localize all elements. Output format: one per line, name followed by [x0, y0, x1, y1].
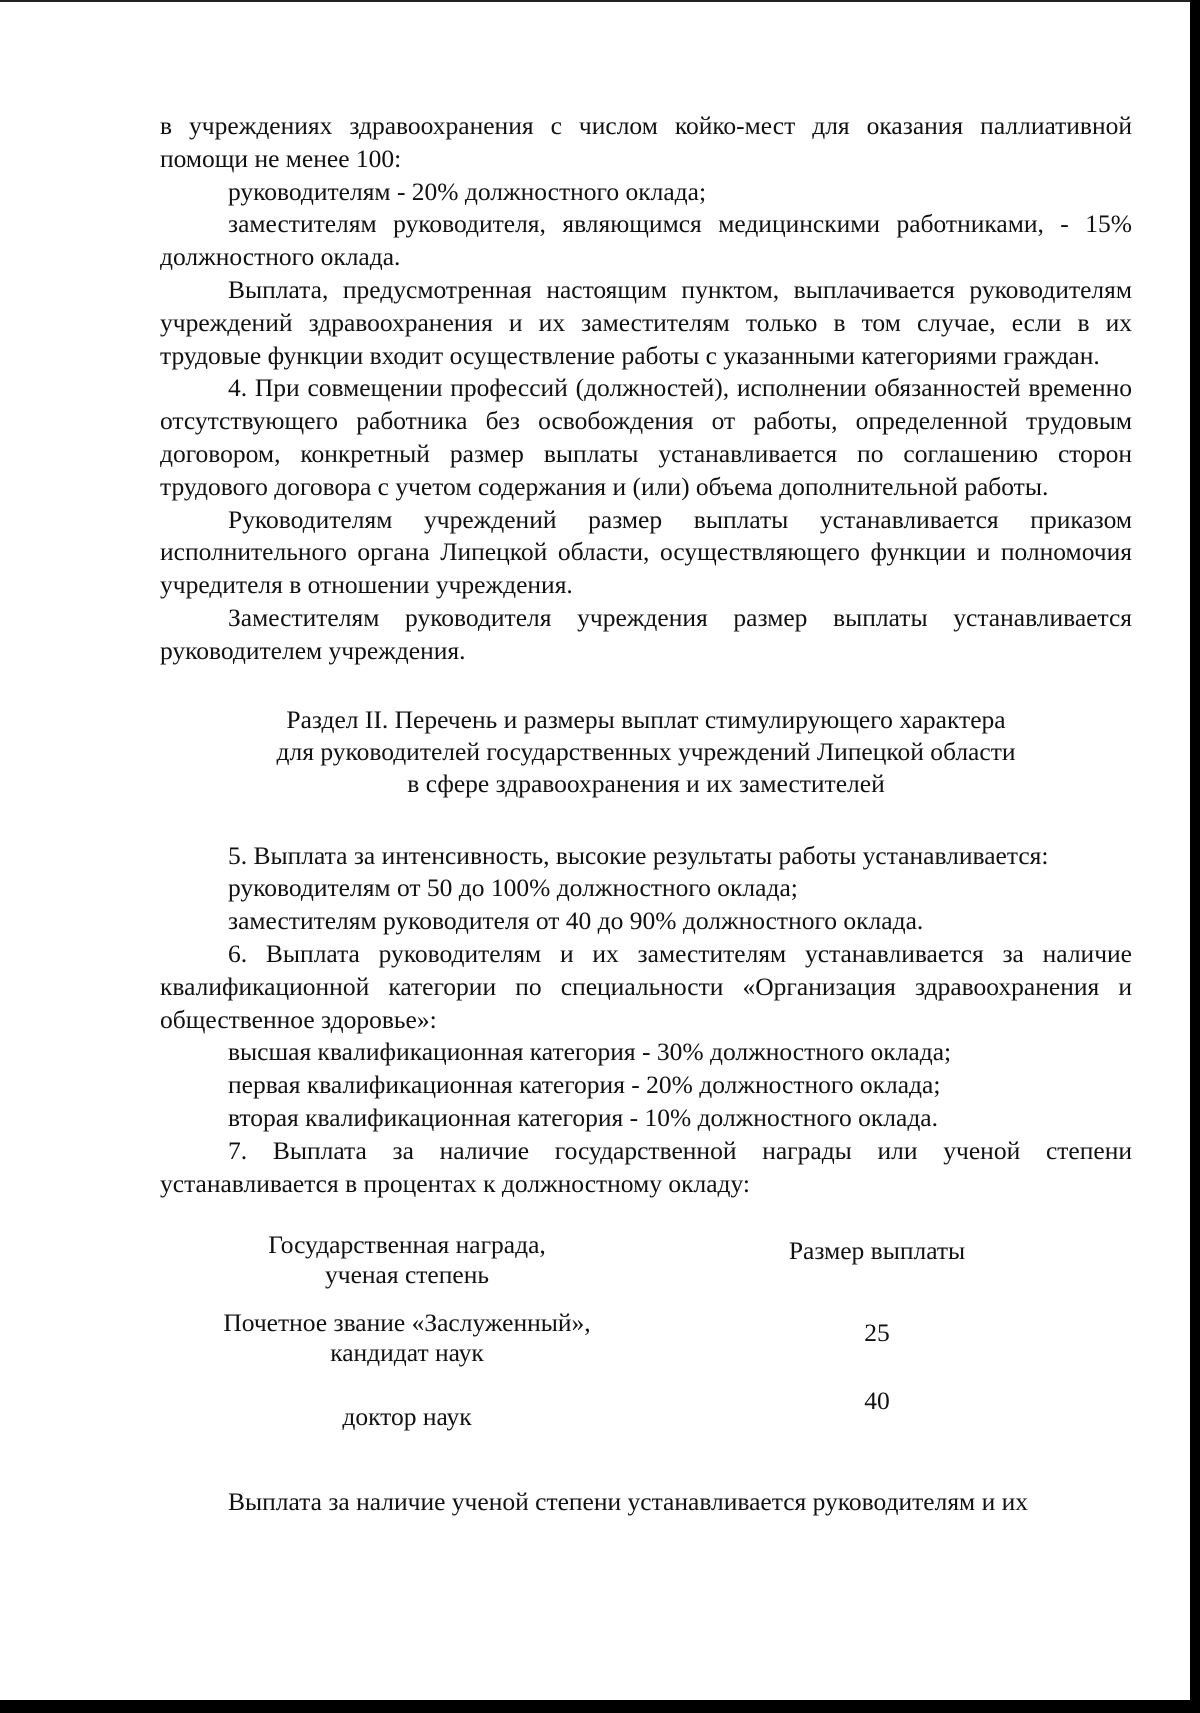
table-cell-award: [172, 1308, 642, 1382]
table-cell-award: [172, 1382, 642, 1446]
table-header-row: [172, 1230, 1112, 1308]
table-cell-amount: 40: [864, 1386, 890, 1416]
paragraph-leaders-order: Руководителям учреждений размер выплаты устанавливается приказом исполнительного органа Липецкой области, осуществляющего функции и полномочия учредителя в отношении учреждения.: [160, 504, 1132, 600]
paragraph-payment-condition: Выплата, предусмотренная настоящим пунктом, выплачивается руководителям учреждений здравоохранения и их заместителям только в том случае, если в их трудовые функции входит осуществление работы с указанными категориями граждан.: [160, 274, 1132, 370]
scan-edge-right: [1190, 0, 1200, 1713]
paragraph-item-7: 7. Выплата за наличие государственной награды или ученой степени устанавливается в процентах к должностному окладу:: [160, 1135, 1132, 1198]
paragraph-intro: в учреждениях здравоохранения с числом койко-мест для оказания паллиативной помощи не менее 100:: [160, 111, 1132, 173]
paragraph-leaders-50-100: руководителям от 50 до 100% должностного оклада;: [228, 873, 798, 903]
award-table: [172, 1230, 1112, 1446]
paragraph-deputies-order: Заместителям руководителя учреждения размер выплаты устанавливается руководителем учреждения.: [160, 602, 1132, 665]
paragraph-category-first: первая квалификационная категория - 20% должностного оклада;: [228, 1070, 941, 1100]
paragraph-leaders-20: руководителям - 20% должностного оклада;: [228, 176, 707, 206]
paragraph-category-second: вторая квалификационная категория - 10% должностного оклада.: [228, 1102, 938, 1132]
paragraph-deputies-40-90: заместителям руководителя от 40 до 90% должностного оклада.: [228, 906, 924, 936]
scan-edge-top: [0, 0, 1200, 2]
paragraph-item-6: 6. Выплата руководителям и их заместителям устанавливается за наличие квалификационной категории по специальности «Организация здравоохранения и общественное здоровье»:: [160, 938, 1132, 1034]
paragraph-item-4: 4. При совмещении профессий (должностей), исполнении обязанностей временно отсутствующего работника без освобождения от работы, определенной трудовым договором, конкретный размер выплаты устанавливается по соглашению сторон трудового договора с учетом содержания и (или) объема дополнительной работы.: [160, 373, 1132, 501]
table-cell-award-line: Почетное звание «Заслуженный»,: [223, 1308, 591, 1338]
paragraph-deputies-15: заместителям руководителя, являющимся медицинскими работниками, - 15% должностного оклада.: [160, 209, 1132, 272]
table-row: [172, 1308, 1112, 1382]
paragraph-item-5: 5. Выплата за интенсивность, высокие результаты работы устанавливается:: [228, 840, 1049, 870]
table-row: [172, 1382, 1112, 1446]
table-header-award-line: Государственная награда,: [268, 1230, 546, 1260]
table-cell-amount: 25: [864, 1318, 890, 1348]
table-header-award: [172, 1230, 642, 1308]
table-header-award-line: ученая степень: [325, 1260, 489, 1290]
paragraph-final: Выплата за наличие ученой степени устанавливается руководителям и их: [228, 1487, 1028, 1517]
table-header-amount: Размер выплаты: [788, 1236, 966, 1266]
scan-edge-bottom: [0, 1700, 1200, 1713]
section-heading-line: в сфере здравоохранения и их заместителей: [407, 768, 885, 798]
paragraph-category-highest: высшая квалификационная категория - 30% должностного оклада;: [228, 1037, 952, 1067]
section-heading: [160, 704, 1132, 800]
document-body: [160, 110, 1132, 1519]
table-cell-award-line: кандидат наук: [330, 1338, 484, 1368]
section-heading-line: Раздел II. Перечень и размеры выплат стимулирующего характера: [286, 704, 1006, 734]
table-cell-award-line: доктор наук: [342, 1402, 472, 1432]
section-heading-line: для руководителей государственных учреждений Липецкой области: [276, 736, 1016, 766]
